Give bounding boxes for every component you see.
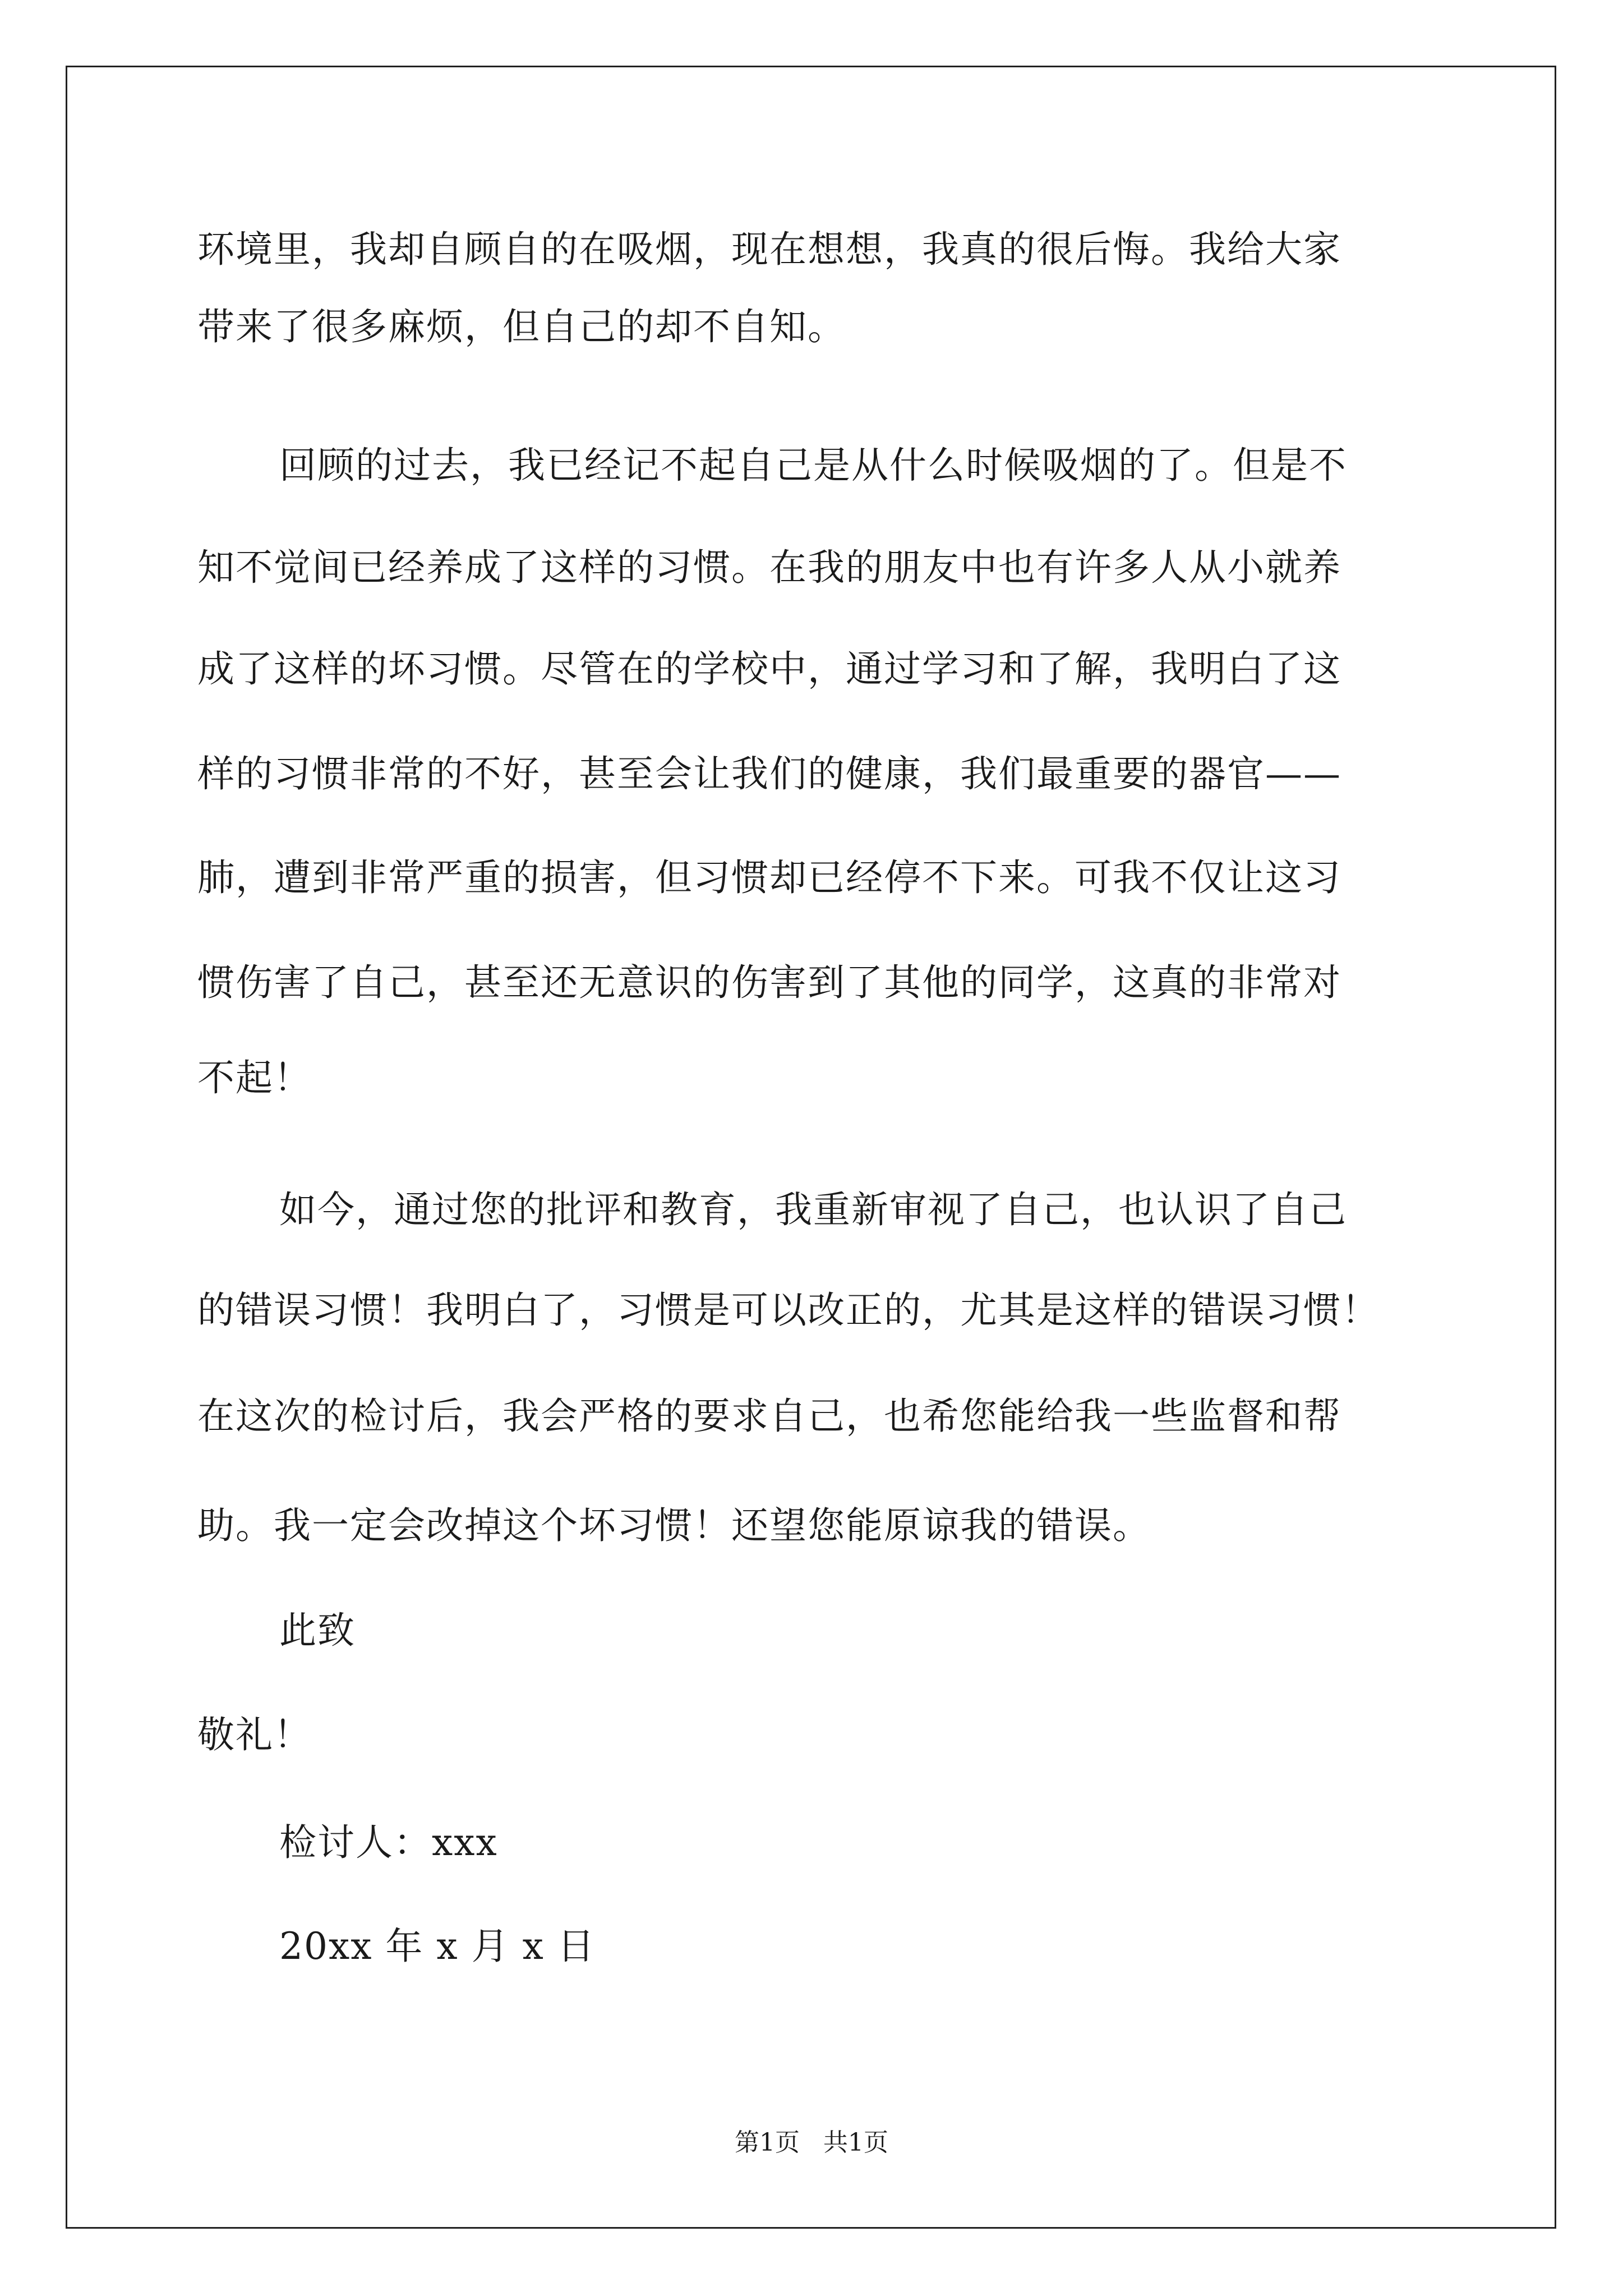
body-line-10: 如今，通过您的批评和教育，我重新审视了自己，也认识了自己 [279,1188,1347,1231]
body-line-4: 知不觉间已经养成了这样的习惯。在我的朋友中也有许多人从小就养 [197,546,1341,589]
body-line-11: 的错误习惯！我明白了，习惯是可以改正的，尤其是这样的错误习惯！ [197,1289,1380,1332]
body-line-7: 肺，遭到非常严重的损害，但习惯却已经停不下来。可我不仅让这习 [197,856,1341,899]
body-line-5: 成了这样的坏习惯。尽管在的学校中，通过学习和了解，我明白了这 [197,647,1341,691]
signature-line: 检讨人：xxx [279,1821,498,1864]
body-line-1: 环境里，我却自顾自的在吸烟，现在想想，我真的很后悔。我给大家 [197,228,1341,271]
body-line-8: 惯伤害了自己，甚至还无意识的伤害到了其他的同学，这真的非常对 [197,961,1341,1004]
body-line-3: 回顾的过去，我已经记不起自己是从什么时候吸烟的了。但是不 [279,444,1347,487]
body-line-6: 样的习惯非常的不好，甚至会让我们的健康，我们最重要的器官—— [197,752,1341,795]
page-number-footer: 第1页 共1页 [735,2128,888,2157]
salutation-line: 此致 [279,1609,356,1652]
date-line: 20xx 年 x 月 x 日 [279,1925,596,1968]
body-line-2: 带来了很多麻烦，但自己的却不自知。 [197,305,846,348]
body-line-12: 在这次的检讨后，我会严格的要求自己，也希您能给我一些监督和帮 [197,1395,1341,1438]
body-line-13: 助。我一定会改掉这个坏习惯！还望您能原谅我的错误。 [197,1504,1151,1547]
page-frame [66,66,1556,2229]
body-line-9: 不起！ [197,1056,312,1099]
closing-line: 敬礼！ [197,1713,312,1756]
